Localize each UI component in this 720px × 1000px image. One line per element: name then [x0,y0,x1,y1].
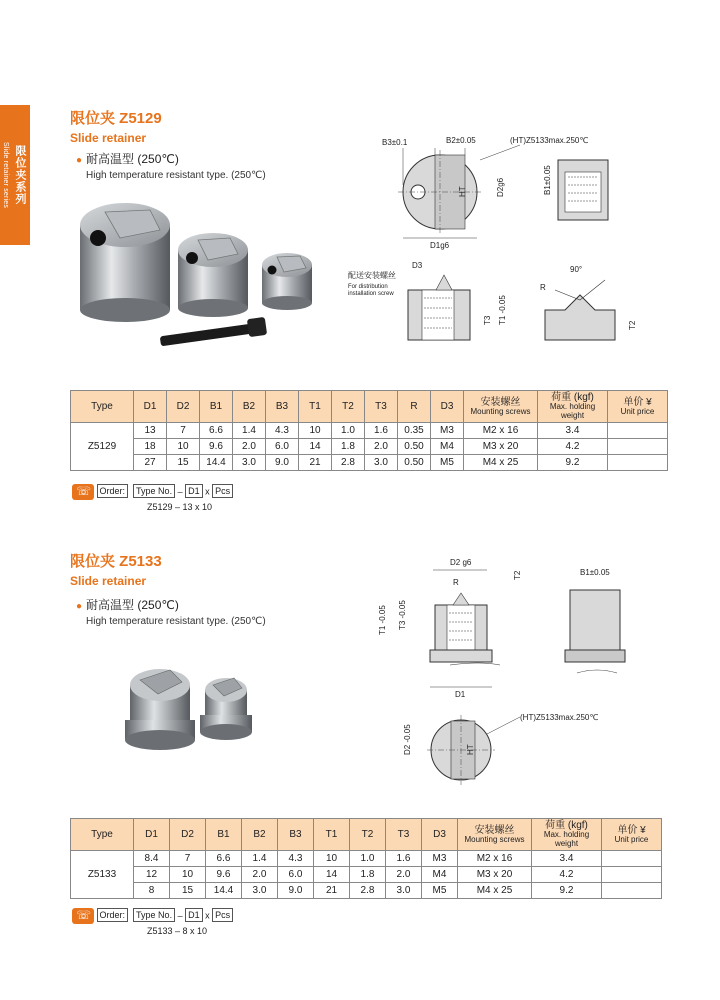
dim2-r: R [453,578,459,587]
dim2-t2: T2 [513,570,522,580]
col-header: D2 [167,391,200,423]
spec-table-z5129 [70,390,668,471]
cell: 1.8 [350,867,386,883]
cell: M2 x 16 [458,851,532,867]
table-row [71,883,662,899]
table-row [71,423,668,439]
order-type: Type No. [133,908,175,922]
cell: 14.4 [206,883,242,899]
section1-feature [76,150,266,181]
cell: 0.50 [398,439,431,455]
cell: 1.8 [332,439,365,455]
spec-table-z5133 [70,818,662,899]
dim-d2: D2g6 [496,177,505,197]
cell: 2.0 [386,867,422,883]
cell: M4 x 25 [464,455,538,471]
screw-label-en1: For distribution [348,284,388,290]
col-header: T3 [386,819,422,851]
cell: 8 [134,883,170,899]
col-header-load [538,391,608,423]
h-price-cn: 单价 ¥ [617,824,646,836]
dim2-ht: (HT)Z5133max.250℃ [520,713,599,722]
dim-b1: B1±0.05 [543,165,552,195]
cell: 10 [167,439,200,455]
section2-title-en: Slide retainer [70,574,147,588]
cell: 6.6 [206,851,242,867]
col-header: D3 [431,391,464,423]
side-tab [0,105,30,245]
dim-t3: T3 [483,315,492,325]
order-pcs: Pcs [212,908,233,922]
cell: 4.2 [538,439,608,455]
col-header: D2 [170,819,206,851]
dim-ht: (HT)Z5133max.250℃ [510,136,589,145]
cell: 18 [134,439,167,455]
dim2-t1: T1 -0.05 [378,605,387,635]
cell: M4 [431,439,464,455]
h-price-en: Unit price [620,406,655,416]
col-header: B1 [206,819,242,851]
cell: 1.0 [332,423,365,439]
order-example: Z5133 – 8 x 10 [147,926,208,936]
cell: 14 [314,867,350,883]
cell [602,851,662,867]
cell: M4 x 25 [458,883,532,899]
col-header-screw [458,819,532,851]
order-dash: – [177,910,183,921]
cell: 3.4 [532,851,602,867]
cell: 2.8 [350,883,386,899]
h-screw-en: Mounting screws [470,406,531,416]
cell: 9.0 [278,883,314,899]
cell: 12 [134,867,170,883]
cell: 15 [170,883,206,899]
table-header-row [71,819,662,851]
dim2-t3: T3 -0.05 [398,600,407,630]
screw-label-cn: 配送安装螺丝 [348,271,396,280]
order-d1: D1 [185,484,203,498]
cell: M3 [431,423,464,439]
cell: 2.0 [233,439,266,455]
type-cell: Z5133 [71,851,134,899]
cell: 21 [299,455,332,471]
cell: 6.0 [266,439,299,455]
cell: 13 [134,423,167,439]
cell: 4.2 [532,867,602,883]
section1-title-cn: 限位夹 Z5129 [70,110,162,127]
h-screw-en: Mounting screws [464,834,525,844]
col-header: T2 [350,819,386,851]
side-tab-cn: 限位夹系列 [14,145,26,205]
order-x: x [205,486,210,497]
cell: 3.0 [233,455,266,471]
section2-title [70,550,162,588]
cell: 9.6 [206,867,242,883]
col-header: B2 [242,819,278,851]
cell: 4.3 [278,851,314,867]
cell: 6.6 [200,423,233,439]
order-info-z5129 [72,484,233,512]
col-header: B1 [200,391,233,423]
col-header: T3 [365,391,398,423]
col-header: T1 [299,391,332,423]
col-header: D3 [422,819,458,851]
cell: M5 [422,883,458,899]
section2-feature [76,596,266,627]
cell: M5 [431,455,464,471]
cell: 6.0 [278,867,314,883]
screw-label-en2: installation screw [348,291,394,297]
technical-drawing-z5133 [355,555,655,785]
section2-title-cn: 限位夹 Z5133 [70,553,162,570]
cell: 9.2 [538,455,608,471]
col-header-screw [464,391,538,423]
dim-angle: 90° [570,265,583,274]
cell [608,423,668,439]
dim2-d2b: D2 -0.05 [403,724,412,755]
cell: 1.0 [350,851,386,867]
h-load-cn: 荷重 (kgf) [551,392,594,404]
col-header: D1 [134,391,167,423]
col-header-load [532,819,602,851]
cell: M4 [422,867,458,883]
order-label: Order: [97,908,129,922]
cell: 2.0 [365,439,398,455]
cell: 3.4 [538,423,608,439]
section1-title-en: Slide retainer [70,131,147,145]
cell: 1.4 [233,423,266,439]
section1-feature-en: High temperature resistant type. (250℃) [86,170,266,181]
type-cell: Z5129 [71,423,134,471]
cell [602,867,662,883]
ht-mark-2: HT [466,744,475,755]
phone-icon [72,908,94,924]
dim-d1: D1g6 [430,241,450,250]
col-header: R [398,391,431,423]
h-load-cn: 荷重 (kgf) [545,820,588,832]
cell [608,455,668,471]
product-photo-z5129 [70,190,340,360]
cell: M3 x 20 [458,867,532,883]
cell: 4.3 [266,423,299,439]
cell: 9.2 [532,883,602,899]
order-dash: – [177,486,183,497]
h-price-cn: 单价 ¥ [623,396,652,408]
cell: M3 x 20 [464,439,538,455]
dim-d3: D3 [412,261,423,270]
dim-t1: T1 -0.05 [498,295,507,325]
bullet-icon: ● [76,601,83,612]
table-row [71,455,668,471]
cell: 3.0 [365,455,398,471]
cell: 10 [314,851,350,867]
cell: 2.8 [332,455,365,471]
cell: 9.6 [200,439,233,455]
col-header: B3 [266,391,299,423]
section2-feature-cn: 耐高温型 (250℃) [86,598,179,612]
order-info-z5133 [72,908,233,936]
h-screw-cn: 安装螺丝 [480,396,521,408]
cell: 14 [299,439,332,455]
cell: 1.6 [386,851,422,867]
cell: 10 [170,867,206,883]
cell: 9.0 [266,455,299,471]
cell: 14.4 [200,455,233,471]
cell: 15 [167,455,200,471]
cell: 7 [170,851,206,867]
cell: 27 [134,455,167,471]
cell: M3 [422,851,458,867]
table-row [71,439,668,455]
col-header-price [608,391,668,423]
table-row [71,851,662,867]
phone-icon [72,484,94,500]
dim-b2: B2±0.05 [446,136,476,145]
section2-feature-en: High temperature resistant type. (250℃) [86,616,266,627]
order-label: Order: [97,484,129,498]
dim-b3: B3±0.1 [382,138,408,147]
dim-r-1: R [540,283,546,292]
h-load-en: Max. holding weight [549,402,596,420]
col-header: B2 [233,391,266,423]
order-pcs: Pcs [212,484,233,498]
bullet-icon: ● [76,155,83,166]
h-load-en: Max. holding weight [543,830,590,848]
technical-drawing-z5129 [340,130,660,360]
cell: 1.4 [242,851,278,867]
cell: 3.0 [386,883,422,899]
cell: 8.4 [134,851,170,867]
product-photo-z5133 [110,650,280,760]
dim2-d2: D2 g6 [450,558,472,567]
dim2-b1: B1±0.05 [580,568,610,577]
ht-mark-1: HT [458,186,467,197]
cell: 2.0 [242,867,278,883]
order-d1: D1 [185,908,203,922]
col-header: Type [71,391,134,423]
section1-feature-cn: 耐高温型 (250℃) [86,152,179,166]
cell: M2 x 16 [464,423,538,439]
dim-t2: T2 [628,320,637,330]
cell: 7 [167,423,200,439]
dim2-d1: D1 [455,690,466,699]
col-header: D1 [134,819,170,851]
col-header: T1 [314,819,350,851]
cell: 3.0 [242,883,278,899]
order-x: x [205,910,210,921]
cell: 0.35 [398,423,431,439]
col-header: Type [71,819,134,851]
col-header: B3 [278,819,314,851]
col-header-price [602,819,662,851]
order-example: Z5129 – 13 x 10 [147,502,213,512]
col-header: T2 [332,391,365,423]
side-tab-en: Slide retainer series [2,141,9,209]
table-header-row [71,391,668,423]
order-type: Type No. [133,484,175,498]
section1-title [70,107,162,145]
cell [608,439,668,455]
cell: 1.6 [365,423,398,439]
cell: 10 [299,423,332,439]
table-row [71,867,662,883]
h-price-en: Unit price [614,834,649,844]
h-screw-cn: 安装螺丝 [474,824,515,836]
cell: 21 [314,883,350,899]
cell [602,883,662,899]
cell: 0.50 [398,455,431,471]
